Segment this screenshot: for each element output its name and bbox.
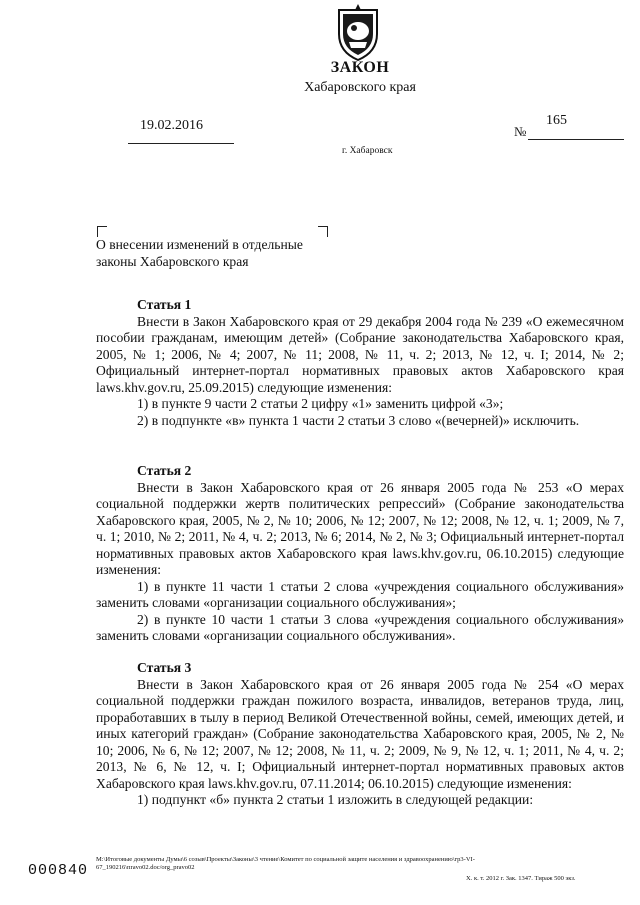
document-title: ЗАКОН: [330, 59, 390, 76]
article-2-item-1: 1) в пункте 11 части 1 статьи 2 слова «учреждения социального обслуживания» заменить словами «организации социального обслуживания»;: [96, 578, 624, 610]
file-path-line-1: M:\Итоговые документы Думы\6 созыв\Проекты\Законы\3 чтение\Комитет по социальной защите населения и здравоохранению\гр3-VI-: [96, 856, 475, 863]
law-subject: [96, 236, 303, 270]
article-3-heading: Статья 3: [137, 660, 192, 675]
number-underline: [528, 139, 624, 140]
document-id: 000840: [28, 862, 89, 879]
article-3-intro: Внести в Закон Хабаровского края от 26 января 2005 года № 254 «О мерах социальной поддержки граждан пожилого возраста, инвалидов, ветеранов труда, лиц, проработавших в тылу в период Великой Отечественной войны, семей, имеющих детей, и иных категорий граждан» (Собрание законодательства Хабаровского края, 2005, № 2, № 10; 2006, № 6, № 12; 2007, № 12; 2008, № 11, ч. 2; 2009, № 9, № 12, ч. 1; 2011, № 4, ч. 2; 2013, № 6, № 12, ч. I; Официальный интернет-портал нормативных правовых актов Хабаровского края laws.khv.gov.ru, 07.11.2014; 06.10.2015) следующие изменения:: [96, 676, 624, 791]
article-1-item-2: 2) в подпункте «в» пункта 1 части 2 статьи 3 слово «(вечерней)» исключить.: [137, 412, 580, 428]
article-1-intro: Внести в Закон Хабаровского края от 29 декабря 2004 года № 239 «О ежемесячном пособии гражданам, имеющим детей» (Собрание законодательства Хабаровского края, 2005, № 1; 2006, № 4; 2007, № 11; 2008, № 11, ч. 2; 2013, № 12, ч. I; 2014, № 2; Официальный интернет-портал нормативных правовых актов Хабаровского края laws.khv.gov.ru, 25.09.2015) следующие изменения:: [96, 313, 624, 395]
article-1-item-1: 1) в пункте 9 части 2 статьи 2 цифру «1» заменить цифрой «3»;: [137, 396, 504, 411]
article-2-intro: Внести в Закон Хабаровского края от 26 января 2005 года № 253 «О мерах социальной поддержки жертв политических репрессий» (Собрание законодательства Хабаровского края, 2005, № 2, № 10; 2006, № 12; 2007, № 12; 2008, № 12, ч. 1; 2009, № 7, ч. 1; 2010, № 2; 2011, № 4, ч. 2; 2013, № 6; 2014, № 2, № 3; Официальный интернет-портал нормативных правовых актов Хабаровского края laws.khv.gov.ru, 06.10.2015) следующие изменения:: [96, 479, 624, 577]
file-path-footer: [96, 856, 626, 872]
subject-bracket-right: [318, 226, 328, 237]
article-2-item-2: 2) в пункте 10 части 1 статьи 3 слова «учреждения социального обслуживания» заменить словами «организации социального обслуживания».: [96, 611, 624, 643]
document-date: 19.02.2016: [140, 118, 203, 133]
article-2: [96, 463, 624, 645]
document-subtitle: Хабаровского края: [304, 80, 416, 95]
number-label: №: [514, 124, 527, 139]
date-underline: [128, 143, 234, 144]
article-1: [96, 297, 624, 429]
article-3-item-1: 1) подпункт «б» пункта 2 статьи 1 изложить в следующей редакции:: [137, 792, 534, 807]
document-number: 165: [546, 113, 567, 128]
file-path-line-2: 67_190216\пravo02.doc/org_pravo02: [96, 864, 195, 871]
city-name: г. Хабаровск: [342, 146, 393, 156]
article-3: [96, 660, 624, 809]
article-2-heading: Статья 2: [137, 463, 192, 478]
print-info: Х. к. т. 2012 г. Зак. 1347. Тираж 500 экз.: [466, 875, 576, 882]
article-1-heading: Статья 1: [137, 297, 192, 312]
subject-line-2: законы Хабаровского края: [96, 254, 249, 269]
subject-line-1: О внесении изменений в отдельные: [96, 237, 303, 252]
coat-of-arms-emblem: [329, 4, 387, 62]
